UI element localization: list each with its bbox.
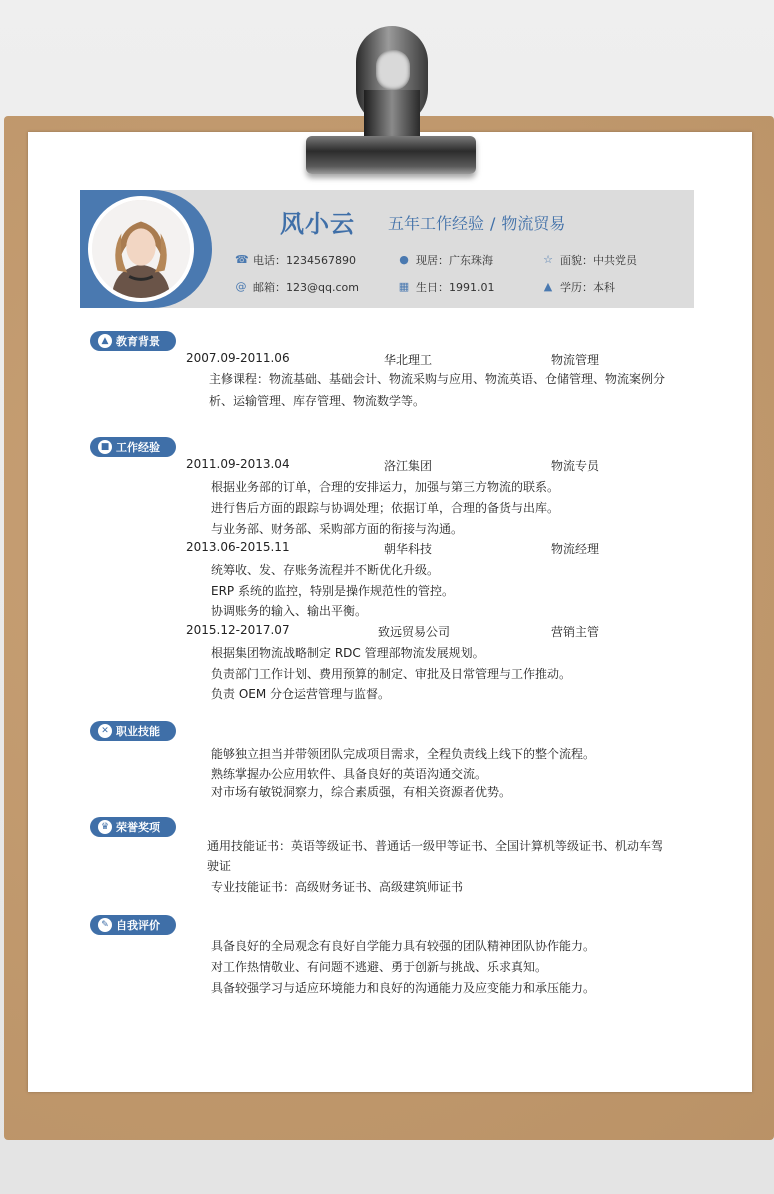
section-title: 教育背景: [116, 335, 160, 348]
work-detail: 负责部门工作计划、费用预算的制定、审批及日常管理与工作推动。: [211, 667, 572, 681]
info-phone-text: 电话：1234567890: [253, 254, 356, 267]
info-location-text: 现居：广东珠海: [416, 254, 493, 267]
candidate-name: 风小云: [280, 210, 355, 238]
info-education-text: 学历：本科: [560, 281, 615, 294]
section-self-header: [90, 915, 176, 935]
calendar-icon: ▦: [398, 280, 410, 293]
info-education: [542, 279, 615, 295]
work-period: 2015.12-2017.07: [186, 623, 290, 637]
section-work-header: [90, 437, 176, 457]
work-period: 2013.06-2015.11: [186, 540, 290, 554]
self-line: 具备较强学习与适应环境能力和良好的沟通能力及应变能力和承压能力。: [211, 981, 596, 995]
work-detail: 负责 OEM 分仓运营管理与监督。: [211, 687, 391, 701]
section-honors-header: [90, 817, 176, 837]
trophy-icon: ♛: [98, 820, 112, 834]
tagline-separator: /: [490, 214, 496, 233]
section-education-header: [90, 331, 176, 351]
at-icon: @: [235, 280, 247, 293]
binder-clip-base: [306, 136, 476, 174]
graduation-cap-icon: ▲: [98, 334, 112, 348]
info-email-text: 邮箱：123@qq.com: [253, 281, 359, 294]
section-title: 职业技能: [116, 725, 160, 738]
section-skills-header: [90, 721, 176, 741]
info-phone: [235, 252, 356, 268]
work-detail: 协调账务的输入、输出平衡。: [211, 604, 368, 618]
honor-line: 通用技能证书：英语等级证书、普通话一级甲等证书、全国计算机等级证书、机动车驾驶证: [207, 839, 664, 873]
work-org: 朝华科技: [384, 542, 433, 556]
work-detail: ERP 系统的监控，特别是操作规范性的管控。: [211, 584, 454, 598]
skill-line: 熟练掌握办公应用软件、具备良好的英语沟通交流。: [211, 767, 488, 781]
portrait-icon: [92, 200, 190, 298]
phone-icon: ☎: [235, 253, 249, 266]
experience-text: 五年工作经验: [388, 214, 485, 233]
edu-role: 物流管理: [551, 353, 600, 367]
binder-clip-stem: [364, 90, 420, 136]
self-line: 对工作热情敬业、有问题不逃避、勇于创新与挑战、乐求真知。: [211, 960, 548, 974]
work-detail: 进行售后方面的跟踪与协调处理；依据订单，合理的备货与出库。: [211, 501, 560, 515]
work-role: 物流经理: [551, 542, 600, 556]
info-birthday-text: 生日：1991.01: [416, 281, 495, 294]
section-title: 荣誉奖项: [116, 821, 160, 834]
binder-clip-hole: [376, 50, 410, 90]
skill-line: 能够独立担当并带领团队完成项目需求，全程负责线上线下的整个流程。: [211, 747, 596, 761]
edu-period: 2007.09-2011.06: [186, 351, 290, 365]
work-detail: 统筹收、发、存账务流程并不断优化升级。: [211, 563, 440, 577]
info-location: [398, 252, 493, 268]
work-detail: 根据集团物流战略制定 RDC 管理部物流发展规划。: [211, 646, 485, 660]
avatar: [88, 196, 194, 302]
section-title: 自我评价: [116, 919, 160, 932]
briefcase-icon: ■: [98, 440, 112, 454]
star-icon: ☆: [543, 253, 553, 266]
section-title: 工作经验: [116, 441, 160, 454]
info-politics: [542, 252, 637, 268]
position-text: 物流贸易: [501, 214, 566, 233]
honor-line: 专业技能证书：高级财务证书、高级建筑师证书: [211, 880, 464, 894]
work-org: 洛江集团: [384, 459, 433, 473]
tagline: [388, 211, 565, 234]
edu-detail: 主修课程：物流基础、基础会计、物流采购与应用、物流英语、仓储管理、物流案例分析、运输管理、库存管理、物流数学等。: [209, 372, 666, 408]
work-detail: 与业务部、财务部、采购部方面的衔接与沟通。: [211, 522, 464, 536]
graduation-cap-icon: ▲: [543, 280, 553, 293]
work-role: 物流专员: [551, 459, 600, 473]
work-detail: 根据业务部的订单，合理的安排运力，加强与第三方物流的联系。: [211, 480, 560, 494]
info-politics-text: 面貌：中共党员: [560, 254, 637, 267]
work-org: 致远贸易公司: [378, 625, 451, 639]
info-email: [235, 279, 359, 295]
work-period: 2011.09-2013.04: [186, 457, 290, 471]
tools-icon: ✕: [98, 724, 112, 738]
edit-icon: ✎: [98, 918, 112, 932]
self-line: 具备良好的全局观念有良好自学能力具有较强的团队精神团队协作能力。: [211, 939, 596, 953]
skill-line: 对市场有敏锐洞察力，综合素质强，有相关资源者优势。: [211, 785, 512, 799]
location-icon: ●: [399, 253, 409, 266]
edu-org: 华北理工: [384, 353, 433, 367]
work-role: 营销主管: [551, 625, 600, 639]
info-birthday: [398, 279, 495, 295]
